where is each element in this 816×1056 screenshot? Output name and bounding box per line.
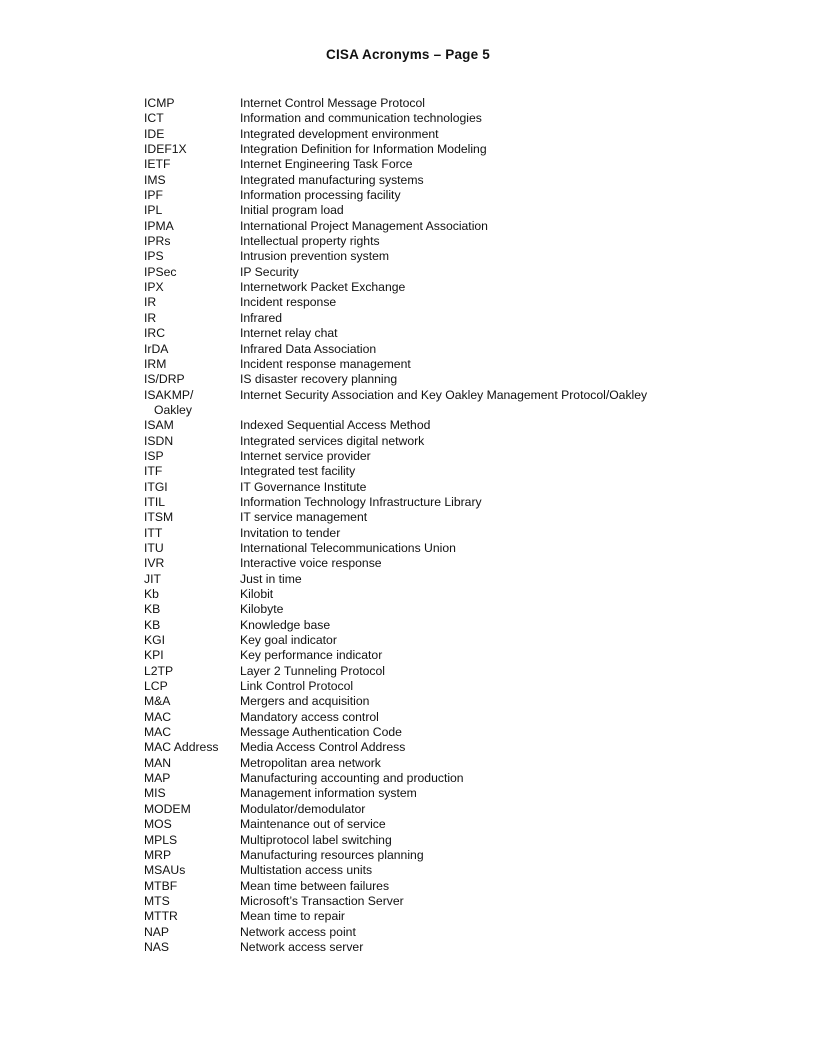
acronym-term-text: MAC Address [144,740,219,755]
acronym-term [144,556,240,571]
acronym-definition: International Project Management Association [240,218,488,233]
acronym-row [144,127,704,142]
acronym-definition: Mean time to repair [240,909,345,924]
acronym-term-text: ITT [144,525,163,540]
acronym-row [144,357,704,372]
acronym-term [144,526,240,541]
acronym-term [144,756,240,771]
acronym-term-text: JIT [144,571,161,586]
acronym-term [144,142,240,157]
acronym-row [144,280,704,295]
acronym-term [144,602,240,617]
acronym-term [144,633,240,648]
acronym-definition: Integrated test facility [240,464,356,479]
acronym-term-text: MTS [144,893,170,908]
acronym-definition: Integrated development environment [240,126,439,141]
acronym-row [144,556,704,571]
page-title: CISA Acronyms – Page 5 [326,47,490,62]
acronym-term-text: KB [144,602,161,617]
acronym-list [144,96,704,955]
acronym-definition: Invitation to tender [240,525,341,540]
acronym-term [144,863,240,878]
acronym-term-text: IDE [144,126,165,141]
acronym-definition: Mergers and acquisition [240,694,370,709]
acronym-row [144,740,704,755]
acronym-term-text: IrDA [144,341,169,356]
acronym-term-text: MODEM [144,801,191,816]
acronym-row [144,203,704,218]
acronym-row [144,495,704,510]
acronym-term [144,388,240,419]
acronym-row [144,311,704,326]
acronym-term-text: MTTR [144,909,178,924]
acronym-term-text: MOS [144,817,172,832]
acronym-term [144,618,240,633]
acronym-term [144,111,240,126]
acronym-term [144,817,240,832]
acronym-definition: Link Control Protocol [240,679,354,694]
acronym-row [144,249,704,264]
acronym-definition: Internet Engineering Task Force [240,157,413,172]
acronym-term-text: MPLS [144,832,178,847]
acronym-term [144,879,240,894]
acronym-definition: Maintenance out of service [240,817,386,832]
acronym-term [144,587,240,602]
acronym-term [144,96,240,111]
acronym-definition: Intellectual property rights [240,234,380,249]
acronym-row [144,372,704,387]
acronym-definition: IP Security [240,264,299,279]
acronym-row [144,572,704,587]
acronym-definition: IT Governance Institute [240,479,367,494]
acronym-term-text: MAC [144,725,172,740]
acronym-definition: Network access point [240,924,356,939]
acronym-definition: Manufacturing accounting and production [240,771,464,786]
acronym-definition: Mandatory access control [240,709,379,724]
acronym-definition: Information Technology Infrastructure Library [240,494,482,509]
acronym-row [144,342,704,357]
acronym-term [144,295,240,310]
acronym-definition: International Telecommunications Union [240,540,456,555]
acronym-row [144,234,704,249]
acronym-row [144,188,704,203]
acronym-term [144,710,240,725]
acronym-row [144,925,704,940]
acronym-definition: Internet Control Message Protocol [240,96,425,110]
acronym-term [144,449,240,464]
acronym-definition: Multistation access units [240,863,373,878]
acronym-definition: Internet relay chat [240,326,338,341]
acronym-term [144,203,240,218]
acronym-definition: Information processing facility [240,188,401,203]
acronym-term [144,434,240,449]
acronym-term [144,510,240,525]
acronym-term [144,480,240,495]
acronym-term [144,326,240,341]
acronym-definition: Knowledge base [240,617,331,632]
acronym-term [144,648,240,663]
acronym-term-text: L2TP [144,663,174,678]
acronym-term [144,464,240,479]
acronym-term [144,802,240,817]
acronym-term [144,357,240,372]
acronym-row [144,464,704,479]
acronym-term-text: IRM [144,356,167,371]
acronym-term [144,234,240,249]
acronym-term [144,157,240,172]
acronym-row [144,449,704,464]
acronym-term [144,940,240,955]
acronym-term [144,541,240,556]
acronym-term-text: NAS [144,939,170,954]
acronym-term-text: IPX [144,280,164,295]
acronym-definition: IT service management [240,510,368,525]
acronym-term-text: IDEF1X [144,142,187,157]
acronym-term-text: IPS [144,249,164,264]
acronym-definition: Message Authentication Code [240,725,402,740]
acronym-definition: Metropolitan area network [240,755,381,770]
acronym-definition: Kilobyte [240,602,284,617]
acronym-term-text: MAC [144,709,172,724]
acronym-row [144,802,704,817]
acronym-term-text: IETF [144,157,171,172]
acronym-row [144,879,704,894]
acronym-row [144,833,704,848]
acronym-term-text: ICT [144,111,164,126]
acronym-row [144,633,704,648]
acronym-term [144,848,240,863]
acronym-term-text: ISAKMP/ [144,387,194,402]
acronym-row [144,786,704,801]
acronym-row [144,909,704,924]
acronym-definition: Key goal indicator [240,633,337,648]
acronym-definition: Information and communication technologies [240,111,482,126]
acronym-term [144,249,240,264]
acronym-term [144,694,240,709]
acronym-definition: Modulator/demodulator [240,801,366,816]
acronym-definition: Media Access Control Address [240,740,406,755]
acronym-term-text: MIS [144,786,166,801]
acronym-term [144,664,240,679]
acronym-definition: Microsoft’s Transaction Server [240,893,404,908]
acronym-definition: Network access server [240,939,364,954]
acronym-definition: Interactive voice response [240,556,382,571]
acronym-row [144,219,704,234]
acronym-term [144,265,240,280]
acronym-term [144,894,240,909]
acronym-term [144,495,240,510]
acronym-term-text: LCP [144,679,168,694]
acronym-row [144,679,704,694]
acronym-term-text: IMS [144,172,166,187]
acronym-row [144,863,704,878]
acronym-term [144,786,240,801]
acronym-term-text: IVR [144,556,165,571]
acronym-definition: Infrared [240,310,283,325]
acronym-term-text: KGI [144,633,165,648]
acronym-definition: Just in time [240,571,302,586]
acronym-definition: Incident response [240,295,337,310]
acronym-term-text: IPSec [144,264,177,279]
acronym-term [144,725,240,740]
acronym-term [144,188,240,203]
acronym-term-text: MAP [144,771,171,786]
acronym-term-text: IS/DRP [144,372,185,387]
acronym-row [144,111,704,126]
acronym-term [144,679,240,694]
acronym-definition: Internet Security Association and Key Oakley Management Protocol/Oakley [240,387,648,402]
acronym-term [144,925,240,940]
acronym-term [144,418,240,433]
acronym-row [144,710,704,725]
acronym-term [144,173,240,188]
acronym-term-text: M&A [144,694,171,709]
acronym-term [144,572,240,587]
acronym-term [144,833,240,848]
acronym-definition: Key performance indicator [240,648,383,663]
acronym-term [144,740,240,755]
acronym-definition: Manufacturing resources planning [240,847,424,862]
acronym-row [144,894,704,909]
acronym-term-text: KPI [144,648,164,663]
acronym-definition: Mean time between failures [240,878,390,893]
acronym-term-text: IPMA [144,218,174,233]
acronym-definition: Management information system [240,786,417,801]
acronym-definition: Multiprotocol label switching [240,832,392,847]
acronym-term-text: ISDN [144,433,174,448]
acronym-row [144,526,704,541]
acronym-term-text: MTBF [144,878,178,893]
acronym-row [144,96,704,111]
acronym-term-text: ITIL [144,494,165,509]
acronym-row [144,173,704,188]
acronym-term-text: ISAM [144,418,174,433]
acronym-definition: Internetwork Packet Exchange [240,280,406,295]
acronym-row [144,142,704,157]
acronym-row [144,157,704,172]
acronym-row [144,848,704,863]
acronym-row [144,664,704,679]
acronym-definition: Integration Definition for Information Modeling [240,142,487,157]
acronym-definition: Indexed Sequential Access Method [240,418,431,433]
acronym-term [144,771,240,786]
acronym-definition: Incident response management [240,356,411,371]
acronym-row [144,694,704,709]
acronym-term [144,219,240,234]
acronym-term-text: MSAUs [144,863,186,878]
acronym-row [144,817,704,832]
acronym-term-text: ISP [144,448,164,463]
acronym-term-text: IPF [144,188,163,203]
acronym-term-text: IR [144,295,157,310]
acronym-row [144,602,704,617]
acronym-row [144,388,704,419]
acronym-term [144,127,240,142]
acronym-definition: Initial program load [240,203,344,218]
acronym-row [144,940,704,955]
acronym-definition: Layer 2 Tunneling Protocol [240,663,385,678]
acronym-row [144,510,704,525]
acronym-term-text: Kb [144,587,159,601]
acronym-definition: Intrusion prevention system [240,249,390,264]
acronym-row [144,418,704,433]
acronym-row [144,771,704,786]
acronym-term-text: MRP [144,847,172,862]
acronym-term-text: ICMP [144,96,175,110]
acronym-row [144,756,704,771]
acronym-term-text: IPRs [144,234,171,249]
acronym-row [144,541,704,556]
acronym-definition: Infrared Data Association [240,341,377,356]
acronym-definition: Integrated services digital network [240,433,425,448]
acronym-row [144,295,704,310]
acronym-definition: Kilobit [240,587,274,601]
acronym-term-text: ITSM [144,510,174,525]
acronym-row [144,434,704,449]
acronym-term-text: KB [144,617,161,632]
acronym-row [144,725,704,740]
acronym-term [144,311,240,326]
acronym-row [144,480,704,495]
acronym-term-text: MAN [144,755,172,770]
acronym-term [144,280,240,295]
acronym-definition: Integrated manufacturing systems [240,172,424,187]
acronym-term-text: IR [144,310,157,325]
acronym-term [144,372,240,387]
acronym-definition: IS disaster recovery planning [240,372,398,387]
acronym-term [144,342,240,357]
acronym-row [144,648,704,663]
acronym-term-continuation: Oakley [154,402,192,417]
acronym-row [144,326,704,341]
acronym-definition: Internet service provider [240,448,371,463]
acronym-term-text: ITF [144,464,163,479]
acronym-term-text: ITU [144,540,164,555]
acronym-term-text: NAP [144,924,170,939]
acronym-term [144,909,240,924]
acronym-term-text: IPL [144,203,163,218]
acronym-term-text: ITGI [144,479,168,494]
acronym-term-text: IRC [144,326,165,341]
acronym-row [144,587,704,602]
acronym-row [144,618,704,633]
acronym-row [144,265,704,280]
